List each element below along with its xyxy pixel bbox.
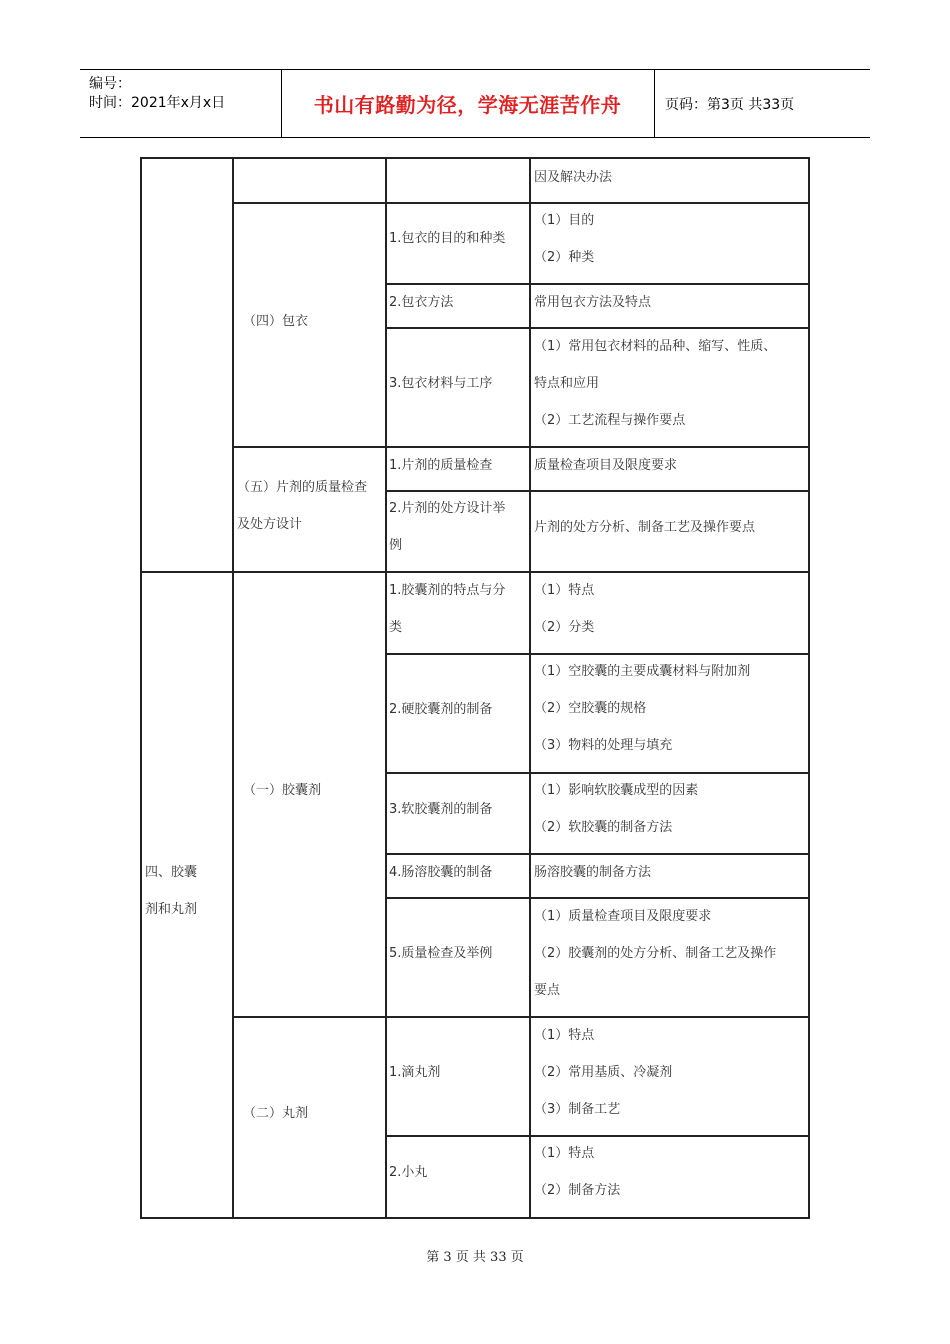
capsule-item-5-details — [534, 898, 776, 1009]
section-line: （五）片剂的质量检查 — [237, 480, 368, 495]
syllabus-table — [140, 157, 810, 1219]
col-sep-1 — [232, 157, 234, 1219]
header-page-cell — [655, 70, 870, 137]
col-sep-2 — [385, 157, 387, 1219]
section-sep — [232, 1016, 810, 1018]
section-sep — [232, 446, 810, 448]
coating-item-3: 3.包衣材料与工序 — [389, 376, 493, 391]
pill-item-1: 1.滴丸剂 — [389, 1065, 441, 1080]
tablet-item-1: 1.片剂的质量检查 — [389, 458, 493, 473]
detail-line: （2）空胶囊的规格 — [534, 701, 647, 716]
coating-item-2: 2.包衣方法 — [389, 295, 454, 310]
detail-line: 要点 — [534, 983, 561, 998]
name-line: 例 — [389, 538, 403, 553]
table-border-left — [140, 157, 142, 1219]
header-info-cell — [80, 70, 282, 137]
capsule-item-4: 4.肠溶胶囊的制备 — [389, 865, 493, 880]
section-tablet-quality — [237, 469, 367, 543]
pill-item-1-details — [534, 1017, 672, 1128]
section-sep — [232, 202, 810, 204]
tablet-item-2-details: 片剂的处方分析、制备工艺及操作要点 — [534, 520, 756, 535]
detail-line: （3）物料的处理与填充 — [534, 738, 673, 753]
coating-item-2-details: 常用包衣方法及特点 — [534, 295, 652, 310]
capsule-item-2: 2.硬胶囊剂的制备 — [389, 702, 493, 717]
time-label: 时间：2021年x月x日 — [89, 95, 226, 111]
detail-line: （2）分类 — [534, 620, 595, 635]
detail-line: （1）空胶囊的主要成囊材料与附加剂 — [534, 664, 751, 679]
table-border-top — [140, 157, 810, 159]
detail-line: （1）目的 — [534, 213, 595, 228]
detail-line: （1）影响软胶囊成型的因素 — [534, 783, 699, 798]
coating-item-1: 1.包衣的目的和种类 — [389, 231, 506, 246]
detail-line: （2）常用基质、冷凝剂 — [534, 1065, 673, 1080]
capsule-item-2-details — [534, 653, 750, 764]
header-motto-cell — [281, 70, 655, 137]
capsule-item-3-details — [534, 772, 698, 846]
section-line: 及处方设计 — [237, 517, 303, 532]
chapter-4-title — [145, 854, 197, 928]
coating-item-1-details — [534, 202, 594, 276]
pill-item-2-details — [534, 1135, 620, 1209]
continuation-text: 因及解决办法 — [534, 170, 613, 185]
name-line: 1.胶囊剂的特点与分 — [389, 583, 506, 598]
detail-line: （3）制备工艺 — [534, 1102, 621, 1117]
tablet-item-2 — [389, 490, 505, 564]
detail-line: （1）质量检查项目及限度要求 — [534, 909, 712, 924]
detail-line: 特点和应用 — [534, 376, 600, 391]
page-footer: 第 3 页 共 33 页 — [426, 1250, 524, 1265]
motto: 书山有路勤为径，学海无涯苦作舟 — [313, 93, 622, 117]
table-border-right — [808, 157, 810, 1219]
page-label: 页码：第3页 共33页 — [665, 96, 795, 113]
section-capsule: （一）胶囊剂 — [243, 783, 322, 798]
page-header — [80, 69, 870, 138]
name-line: 类 — [389, 620, 403, 635]
pill-item-2: 2.小丸 — [389, 1165, 428, 1180]
detail-line: （2）制备方法 — [534, 1183, 621, 1198]
detail-line: （2）胶囊剂的处方分析、制备工艺及操作 — [534, 946, 777, 961]
detail-line: （1）特点 — [534, 583, 595, 598]
capsule-item-4-details: 肠溶胶囊的制备方法 — [534, 865, 652, 880]
capsule-item-3: 3.软胶囊剂的制备 — [389, 802, 493, 817]
name-line: 2.片剂的处方设计举 — [389, 501, 506, 516]
capsule-item-5: 5.质量检查及举例 — [389, 946, 493, 961]
detail-line: （1）常用包衣材料的品种、缩写、性质、 — [534, 339, 777, 354]
chapter-line: 四、胶囊 — [145, 865, 198, 880]
coating-item-3-details — [534, 328, 776, 439]
capsule-item-1-details — [534, 572, 594, 646]
col-sep-3 — [529, 157, 531, 1219]
table-border-bottom — [140, 1217, 810, 1219]
serial-label: 编号： — [89, 76, 131, 92]
chapter-line: 剂和丸剂 — [145, 902, 198, 917]
detail-line: （2）软胶囊的制备方法 — [534, 820, 673, 835]
detail-line: （2）种类 — [534, 250, 595, 265]
section-coating: （四）包衣 — [243, 314, 309, 329]
tablet-item-1-details: 质量检查项目及限度要求 — [534, 458, 678, 473]
detail-line: （1）特点 — [534, 1028, 595, 1043]
section-pill: （二）丸剂 — [243, 1106, 309, 1121]
detail-line: （1）特点 — [534, 1146, 595, 1161]
capsule-item-1 — [389, 572, 505, 646]
detail-line: （2）工艺流程与操作要点 — [534, 413, 686, 428]
